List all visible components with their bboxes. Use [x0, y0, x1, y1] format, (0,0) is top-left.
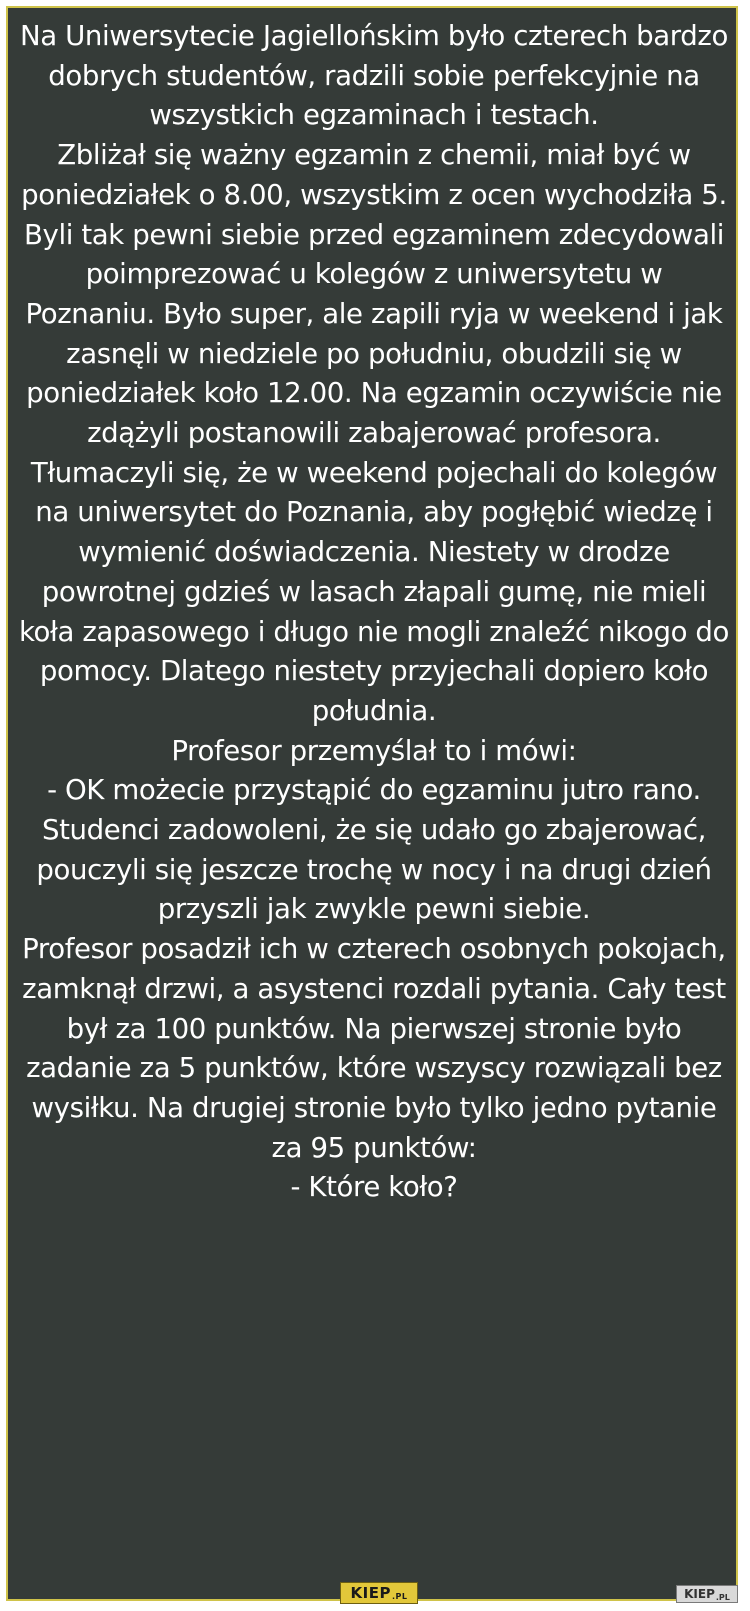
kiep-corner-watermark	[676, 1585, 738, 1603]
paragraph-professor-thinks: Profesor przemyślał to i mówi:	[171, 733, 577, 767]
kiep-logo-text: KIEP	[350, 1584, 391, 1602]
paragraph-students-happy: Studenci zadowoleni, że się udało go zbajerować, pouczyli się jeszcze trochę w nocy i na drugi dzień przyszli jak zwykle pewni siebie.	[36, 813, 712, 926]
kiep-corner-suffix: .PL	[715, 1592, 730, 1602]
paragraph-professor-reply: - OK możecie przystąpić do egzaminu jutro rano.	[47, 773, 701, 807]
kiep-logo-suffix: .PL	[391, 1591, 408, 1601]
joke-text-block	[18, 16, 730, 1207]
paragraph-intro: Na Uniwersytecie Jagiellońskim było czterech bardzo dobrych studentów, radzili sobie perfekcyjnie na wszystkich egzaminach i testach.	[20, 19, 728, 132]
paragraph-exam: Profesor posadził ich w czterech osobnych pokojach, zamknął drzwi, a asystenci rozdali pytania. Cały test był za 100 punktów. Na pierwszej stronie było zadanie za 5 punktów, które wszyscy rozwiązali bez wysiłku. Na drugiej stronie było tylko jedno pytanie za 95 punktów:	[22, 932, 726, 1164]
paragraph-story: Zbliżał się ważny egzamin z chemii, miał być w poniedziałek o 8.00, wszystkim z ocen wychodziła 5. Byli tak pewni siebie przed egzaminem zdecydowali poimprezować u kolegów z uniwersytetu w Poznaniu. Było super, ale zapili ryja w weekend i jak zasnęli w niedziele po południu, obudzili się w poniedziałek koło 12.00. Na egzamin oczywiście nie zdążyli postanowili zabajerować profesora. Tłumaczyli się, że w weekend pojechali do kolegów na uniwersytet do Poznania, aby pogłębić wiedzę i wymienić doświadczenia. Niestety w drodze powrotnej gdzieś w lasach złapali gumę, nie mieli koła zapasowego i długo nie mogli znaleźć nikogo do pomocy. Dlatego niestety przyjechali dopiero koło południa.	[18, 138, 730, 727]
kiep-logo-badge	[340, 1582, 418, 1604]
paragraph-punchline: - Które koło?	[290, 1170, 458, 1204]
meme-frame	[6, 6, 738, 1601]
kiep-corner-text: KIEP	[684, 1587, 715, 1601]
